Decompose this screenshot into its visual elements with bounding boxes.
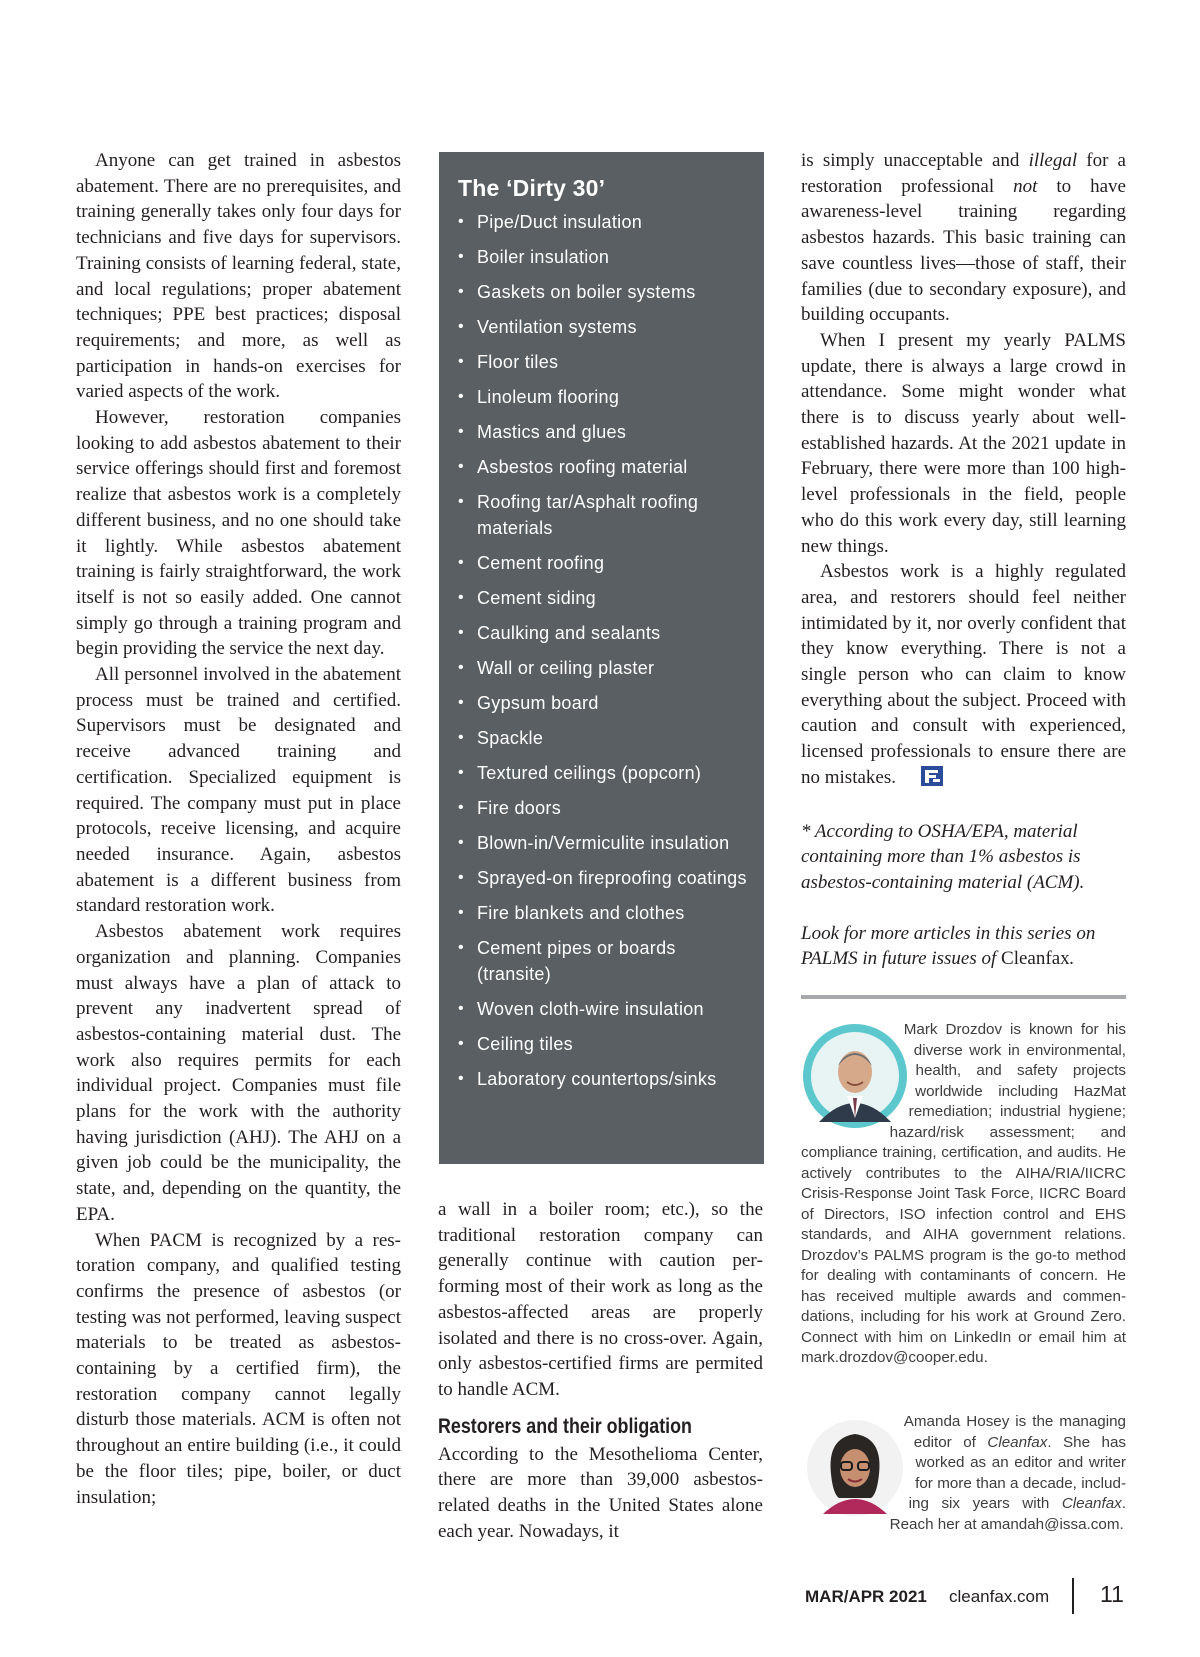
article-paragraph: According to the Mesothelioma Center, there are more than 39,000 asbestos-related deaths in the United States alone each year. Nowadays, it — [438, 1443, 763, 1542]
sidebar-list-item: • Linoleum flooring — [458, 384, 752, 410]
page-number: 11 — [1100, 1581, 1124, 1607]
sidebar-list-item: • Asbestos roofing material — [458, 454, 752, 480]
sidebar-list-item: • Wall or ceiling plaster — [458, 655, 752, 681]
sidebar-list-item: • Boiler insulation — [458, 244, 752, 270]
article-paragraph: is simply unacceptable and illegal for a restoration professional not to have awareness-level training regarding asbestos hazards. This basic training can save countless lives—those of staff, their families (due to secondary exposure), and building occupants. — [801, 150, 1126, 326]
article-paragraph: When I present my yearly PALMS update, there is always a large crowd in attendance. Some might wonder what there is to discuss yearly about well-established hazards. At the 2021 update in February, there were more than 100 high-level professionals in the field, people who do this work every day, still learning new things. — [801, 329, 1126, 557]
bio-text: Mark Drozdov is known for his diverse work in environmental, health, and safety projects worldwide including HazMat remediation; industrial hygiene; hazard/risk assessment; and compliance training, certification, and audits. He actively contributes to the AIHA/RIA/IICRC Crisis-Response Joint Task Force, IICRC Board of Directors, ISO infection control and EHS standards, and AIHA government relations. Drozdov’s PALMS program is the go-to method for dealing with contaminants of concern. He has received multiple awards and commendations, including for his work at Ground Zero. Connect with him on LinkedIn or email him at mark.drozdov@cooper.edu. — [801, 1021, 1126, 1366]
sidebar-list-item: • Cement siding — [458, 585, 752, 611]
article-paragraph: However, restoration companies looking to add asbestos abatement to their service offerings should first and foremost realize that asbestos work is a completely different business, and no one should take it lightly. While asbestos abatement training is fairly straightforward, the work itself is not so easily added. One cannot simply go through a training program and begin providing the service the next day. — [76, 407, 401, 660]
sidebar-list-item: • Woven cloth-wire insulation — [458, 996, 752, 1022]
sidebar-list-item: • Floor tiles — [458, 349, 752, 375]
sidebar-list-item: • Ventilation systems — [458, 314, 752, 340]
article-paragraph: Asbestos work is a highly regulated area, and restorers should feel neither intimidated by it, nor overly confident that they know everything. There is not a single person who can claim to know everything about the subject. Proceed with caution and consult with experienced, licensed professionals to ensure there are no mistakes. — [801, 559, 1126, 793]
article-paragraph: When PACM is recognized by a restoration company, and qualified testing confirms the presence of asbestos (or testing was not performed, leaving suspect materials to be treated as asbestos-containing by a certified firm), the restoration company cannot legally disturb those materials. ACM is often not throughout an entire building (i.e., it could be the floor tiles; pipe, boiler, or duct insulation; — [76, 1229, 401, 1508]
section-subhead: Restorers and their obligation — [438, 1414, 692, 1438]
sidebar-list-item: • Cement pipes or boards (transite) — [458, 935, 752, 987]
article-paragraph: Anyone can get trained in asbestos abatement. There are no prerequisites, and training generally takes only four days for technicians and five days for supervisors. Training consists of learning federal, state, and local regulations; proper abatement techniques; PPE best practices; disposal requirements; and more, as well as participation in hands-on exercises for varied aspects of the work. — [76, 150, 401, 403]
article-paragraph: a wall in a boiler room; etc.), so the traditional restoration company can generally continue with caution performing most of their work as long as the asbestos-affected areas are properly isolated and there is no cross-over. Again, only asbestos-certified firms are permited to handle ACM. — [438, 1199, 763, 1400]
author-bio-amanda — [801, 1412, 1126, 1535]
site-name: cleanfax.com — [949, 1587, 1050, 1606]
footnote: * According to OSHA/EPA, material containing more than 1% asbestos is asbestos-containing material (ACM). — [801, 820, 1085, 893]
sidebar-list — [458, 209, 752, 1092]
sidebar-list-item: • Roofing tar/Asphalt roofing materials — [458, 489, 752, 541]
sidebar-list-item: • Caulking and sealants — [458, 620, 752, 646]
section-divider — [801, 995, 1126, 999]
sidebar-list-item: • Laboratory countertops/sinks — [458, 1066, 752, 1092]
sidebar-list-item: • Sprayed-on fireproofing coatings — [458, 865, 752, 891]
sidebar-list-item: • Pipe/Duct insulation — [458, 209, 752, 235]
article-paragraph: Asbestos abatement work requires organization and planning. Companies must always have a plan of attack to prevent any inadvertent spread of asbestos-containing material dust. The work also requires permits for each individual project. Companies must file plans for the work with the authority having jurisdiction (AHJ). The AHJ on a given job could be the municipality, the state, and, depending on the quantity, the EPA. — [76, 921, 401, 1225]
sidebar-list-item: • Gaskets on boiler systems — [458, 279, 752, 305]
footer-divider — [1072, 1578, 1074, 1614]
author-photo-mark — [801, 1022, 909, 1130]
sidebar-list-item: • Spackle — [458, 725, 752, 751]
sidebar-title: The ‘Dirty 30’ — [458, 175, 606, 201]
end-of-article-icon — [902, 766, 943, 794]
issue-date: MAR/APR 2021 — [805, 1587, 927, 1606]
article-column-middle — [438, 1197, 763, 1544]
author-bio-mark — [801, 1020, 1126, 1369]
sidebar-list-item: • Fire doors — [458, 795, 752, 821]
sidebar-list-item: • Mastics and glues — [458, 419, 752, 445]
bio-text: Amanda Hosey is the managing editor of Cleanfax. She has worked as an editor and writer for more than a decade, including six years with Cleanfax. Reach her at amandah@issa.com. — [889, 1413, 1126, 1533]
dirty-30-sidebar — [439, 152, 764, 1164]
article-paragraph: All personnel involved in the abatement process must be trained and certified. Supervisors must be designated and receive advanced training and certification. Specialized equipment is required. The company must put in place protocols, receive licensing, and acquire needed insurance. Again, asbestos abatement is a different business from standard restoration work. — [76, 664, 401, 917]
series-note: Look for more articles in this series on PALMS in future issues of Cleanfax. — [801, 922, 1096, 970]
article-column-right — [801, 148, 1126, 999]
article-column-left — [76, 148, 401, 1510]
sidebar-list-item: • Gypsum board — [458, 690, 752, 716]
sidebar-list-item: • Textured ceilings (popcorn) — [458, 760, 752, 786]
author-photo-amanda — [801, 1414, 909, 1522]
page-footer — [0, 1578, 1200, 1618]
sidebar-list-item: • Ceiling tiles — [458, 1031, 752, 1057]
sidebar-list-item: • Cement roofing — [458, 550, 752, 576]
sidebar-list-item: • Fire blankets and clothes — [458, 900, 752, 926]
sidebar-list-item: • Blown-in/Vermiculite insulation — [458, 830, 752, 856]
